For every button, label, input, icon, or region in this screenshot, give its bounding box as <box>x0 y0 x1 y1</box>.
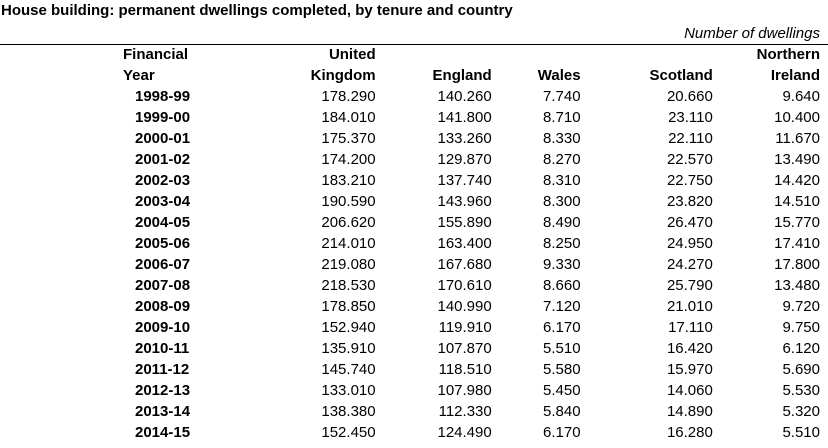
cell-ni: 17.410 <box>774 235 820 252</box>
header-wales-line1 <box>492 44 581 65</box>
header-row-2 <box>0 65 828 86</box>
cell-uk: 174.200 <box>321 151 376 168</box>
cell-england: 118.510 <box>438 361 492 378</box>
cell-wales: 8.330 <box>543 130 581 147</box>
cell-year: 2000-01 <box>135 130 191 147</box>
cell-ni: 14.510 <box>774 193 820 210</box>
cell-scotland: 14.060 <box>666 382 713 399</box>
cell-england: 133.260 <box>437 130 492 147</box>
cell-wales: 5.510 <box>543 340 581 357</box>
table-row <box>0 107 828 128</box>
cell-england: 137.740 <box>437 172 492 189</box>
cell-uk: 145.740 <box>321 361 376 378</box>
cell-scotland: 21.010 <box>666 298 713 315</box>
cell-year: 2006-07 <box>135 256 191 273</box>
table-row <box>0 380 828 401</box>
header-uk-line1: United <box>328 46 376 63</box>
header-wales-line2: Wales <box>537 67 581 84</box>
cell-year: 2010-11 <box>135 340 190 357</box>
cell-year: 2002-03 <box>135 172 191 189</box>
header-year-line2: Year <box>123 67 155 84</box>
cell-ni: 10.400 <box>774 109 820 126</box>
cell-wales: 8.710 <box>543 109 581 126</box>
cell-scotland: 24.270 <box>666 256 713 273</box>
header-scotland-line1 <box>581 44 713 65</box>
cell-scotland: 16.420 <box>666 340 713 357</box>
cell-scotland: 26.470 <box>666 214 713 231</box>
cell-england: 140.990 <box>437 298 492 315</box>
cell-england: 124.490 <box>437 424 492 441</box>
cell-uk: 133.010 <box>321 382 376 399</box>
cell-wales: 5.840 <box>543 403 581 420</box>
cell-uk: 152.450 <box>321 424 376 441</box>
cell-ni: 14.420 <box>774 172 820 189</box>
cell-year: 2008-09 <box>135 298 191 315</box>
cell-year: 2013-14 <box>135 403 191 420</box>
cell-england: 129.870 <box>437 151 492 168</box>
header-ni-line1: Northern <box>756 46 820 63</box>
cell-scotland: 17.110 <box>668 319 713 336</box>
cell-year: 2004-05 <box>135 214 191 231</box>
cell-england: 163.400 <box>437 235 492 252</box>
table-row <box>0 359 828 380</box>
cell-ni: 5.690 <box>782 361 820 378</box>
cell-year: 2003-04 <box>135 193 191 210</box>
cell-england: 119.910 <box>438 319 492 336</box>
cell-scotland: 22.750 <box>666 172 713 189</box>
cell-year: 2001-02 <box>135 151 191 168</box>
cell-year: 2009-10 <box>135 319 191 336</box>
cell-year: 2005-06 <box>135 235 191 252</box>
units-note: Number of dwellings <box>684 25 820 42</box>
cell-england: 140.260 <box>437 88 492 105</box>
cell-year: 2012-13 <box>135 382 191 399</box>
cell-scotland: 25.790 <box>666 277 713 294</box>
table-body <box>0 86 828 443</box>
cell-ni: 9.640 <box>782 88 820 105</box>
table-row <box>0 86 828 107</box>
cell-wales: 8.310 <box>543 172 581 189</box>
table-row <box>0 401 828 422</box>
cell-wales: 9.330 <box>543 256 581 273</box>
cell-uk: 178.850 <box>321 298 376 315</box>
cell-year: 1999-00 <box>135 109 191 126</box>
cell-uk: 138.380 <box>321 403 376 420</box>
cell-ni: 13.480 <box>774 277 820 294</box>
cell-scotland: 22.570 <box>666 151 713 168</box>
table-row <box>0 338 828 359</box>
table-header <box>0 44 828 86</box>
cell-uk: 219.080 <box>321 256 376 273</box>
cell-wales: 8.490 <box>543 214 581 231</box>
cell-ni: 15.770 <box>774 214 820 231</box>
header-row-1 <box>0 44 828 65</box>
cell-year: 2007-08 <box>135 277 191 294</box>
cell-wales: 8.300 <box>543 193 581 210</box>
cell-england: 107.870 <box>437 340 492 357</box>
cell-scotland: 20.660 <box>666 88 713 105</box>
header-england-line1 <box>376 44 492 65</box>
cell-england: 107.980 <box>437 382 492 399</box>
header-year-line1: Financial <box>123 46 189 63</box>
cell-ni: 6.120 <box>782 340 820 357</box>
cell-wales: 8.660 <box>543 277 581 294</box>
cell-england: 141.800 <box>437 109 492 126</box>
cell-ni: 5.530 <box>782 382 820 399</box>
cell-scotland: 16.280 <box>666 424 713 441</box>
cell-ni: 11.670 <box>775 130 820 147</box>
header-uk-line2: Kingdom <box>310 67 376 84</box>
table-row <box>0 275 828 296</box>
cell-uk: 178.290 <box>321 88 376 105</box>
cell-wales: 5.450 <box>543 382 581 399</box>
cell-scotland: 15.970 <box>666 361 713 378</box>
table-row <box>0 191 828 212</box>
cell-uk: 206.620 <box>321 214 376 231</box>
cell-wales: 6.170 <box>543 319 581 336</box>
cell-ni: 5.320 <box>782 403 820 420</box>
cell-scotland: 14.890 <box>666 403 713 420</box>
cell-wales: 7.740 <box>543 88 581 105</box>
header-england-line2: England <box>432 67 492 84</box>
cell-uk: 218.530 <box>321 277 376 294</box>
cell-england: 167.680 <box>437 256 492 273</box>
table-row <box>0 128 828 149</box>
cell-year: 1998-99 <box>135 88 191 105</box>
table-row <box>0 212 828 233</box>
table-row <box>0 149 828 170</box>
cell-wales: 6.170 <box>543 424 581 441</box>
cell-uk: 175.370 <box>321 130 376 147</box>
cell-uk: 190.590 <box>321 193 376 210</box>
header-scotland-line2: Scotland <box>649 67 713 84</box>
cell-year: 2014-15 <box>135 424 191 441</box>
cell-ni: 17.800 <box>774 256 820 273</box>
cell-england: 112.330 <box>438 403 492 420</box>
cell-wales: 5.580 <box>543 361 581 378</box>
table-row <box>0 422 828 443</box>
cell-scotland: 23.820 <box>666 193 713 210</box>
cell-wales: 8.250 <box>543 235 581 252</box>
table-row <box>0 317 828 338</box>
cell-scotland: 24.950 <box>666 235 713 252</box>
header-ni-line2: Ireland <box>770 67 820 84</box>
cell-year: 2011-12 <box>135 361 190 378</box>
cell-england: 155.890 <box>437 214 492 231</box>
cell-uk: 184.010 <box>321 109 376 126</box>
table-row <box>0 296 828 317</box>
cell-uk: 152.940 <box>321 319 376 336</box>
cell-ni: 9.750 <box>782 319 820 336</box>
cell-scotland: 22.110 <box>668 130 713 147</box>
cell-wales: 8.270 <box>543 151 581 168</box>
cell-england: 143.960 <box>437 193 492 210</box>
cell-england: 170.610 <box>437 277 492 294</box>
cell-scotland: 23.110 <box>668 109 713 126</box>
table-row <box>0 170 828 191</box>
cell-uk: 183.210 <box>321 172 376 189</box>
table-row <box>0 233 828 254</box>
cell-ni: 13.490 <box>774 151 820 168</box>
cell-wales: 7.120 <box>543 298 581 315</box>
cell-ni: 9.720 <box>782 298 820 315</box>
cell-ni: 5.510 <box>782 424 820 441</box>
table-row <box>0 254 828 275</box>
page-title: House building: permanent dwellings completed, by tenure and country <box>1 2 513 19</box>
cell-uk: 135.910 <box>321 340 376 357</box>
dwellings-table <box>0 44 828 443</box>
cell-uk: 214.010 <box>321 235 376 252</box>
